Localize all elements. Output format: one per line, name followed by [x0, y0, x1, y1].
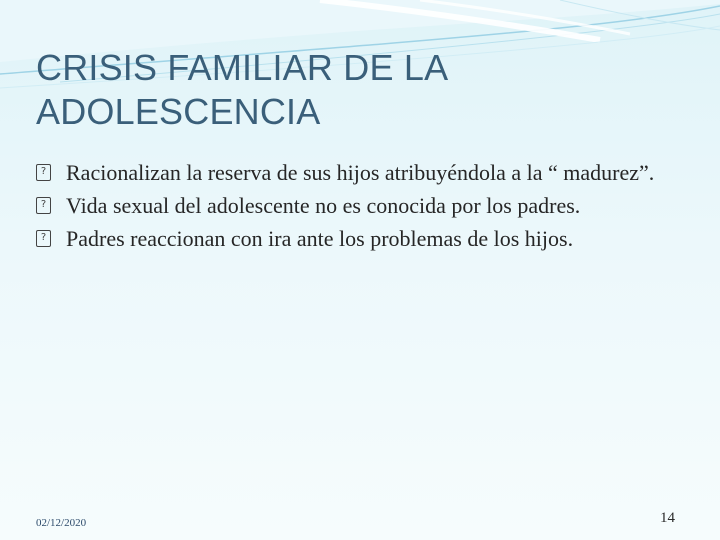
page-number: 14	[660, 510, 675, 526]
bullet-item	[36, 158, 676, 187]
bullet-text: Padres reaccionan con ira ante los problemas de los hijos.	[66, 226, 574, 251]
footer-date: 02/12/2020	[36, 517, 87, 529]
unknown-glyph-icon: ?	[36, 164, 51, 181]
bullet-item	[36, 224, 676, 253]
bullet-text: Racionalizan la reserva de sus hijos atribuyéndola a la “ madurez”.	[66, 160, 655, 185]
unknown-glyph-icon: ?	[36, 197, 51, 214]
bullet-list	[36, 158, 676, 257]
bullet-item	[36, 191, 676, 220]
bullet-text: Vida sexual del adolescente no es conocida por los padres.	[66, 193, 581, 218]
unknown-glyph-icon: ?	[36, 230, 51, 247]
slide-title: CRISIS FAMILIAR DE LA ADOLESCENCIA	[36, 47, 447, 132]
